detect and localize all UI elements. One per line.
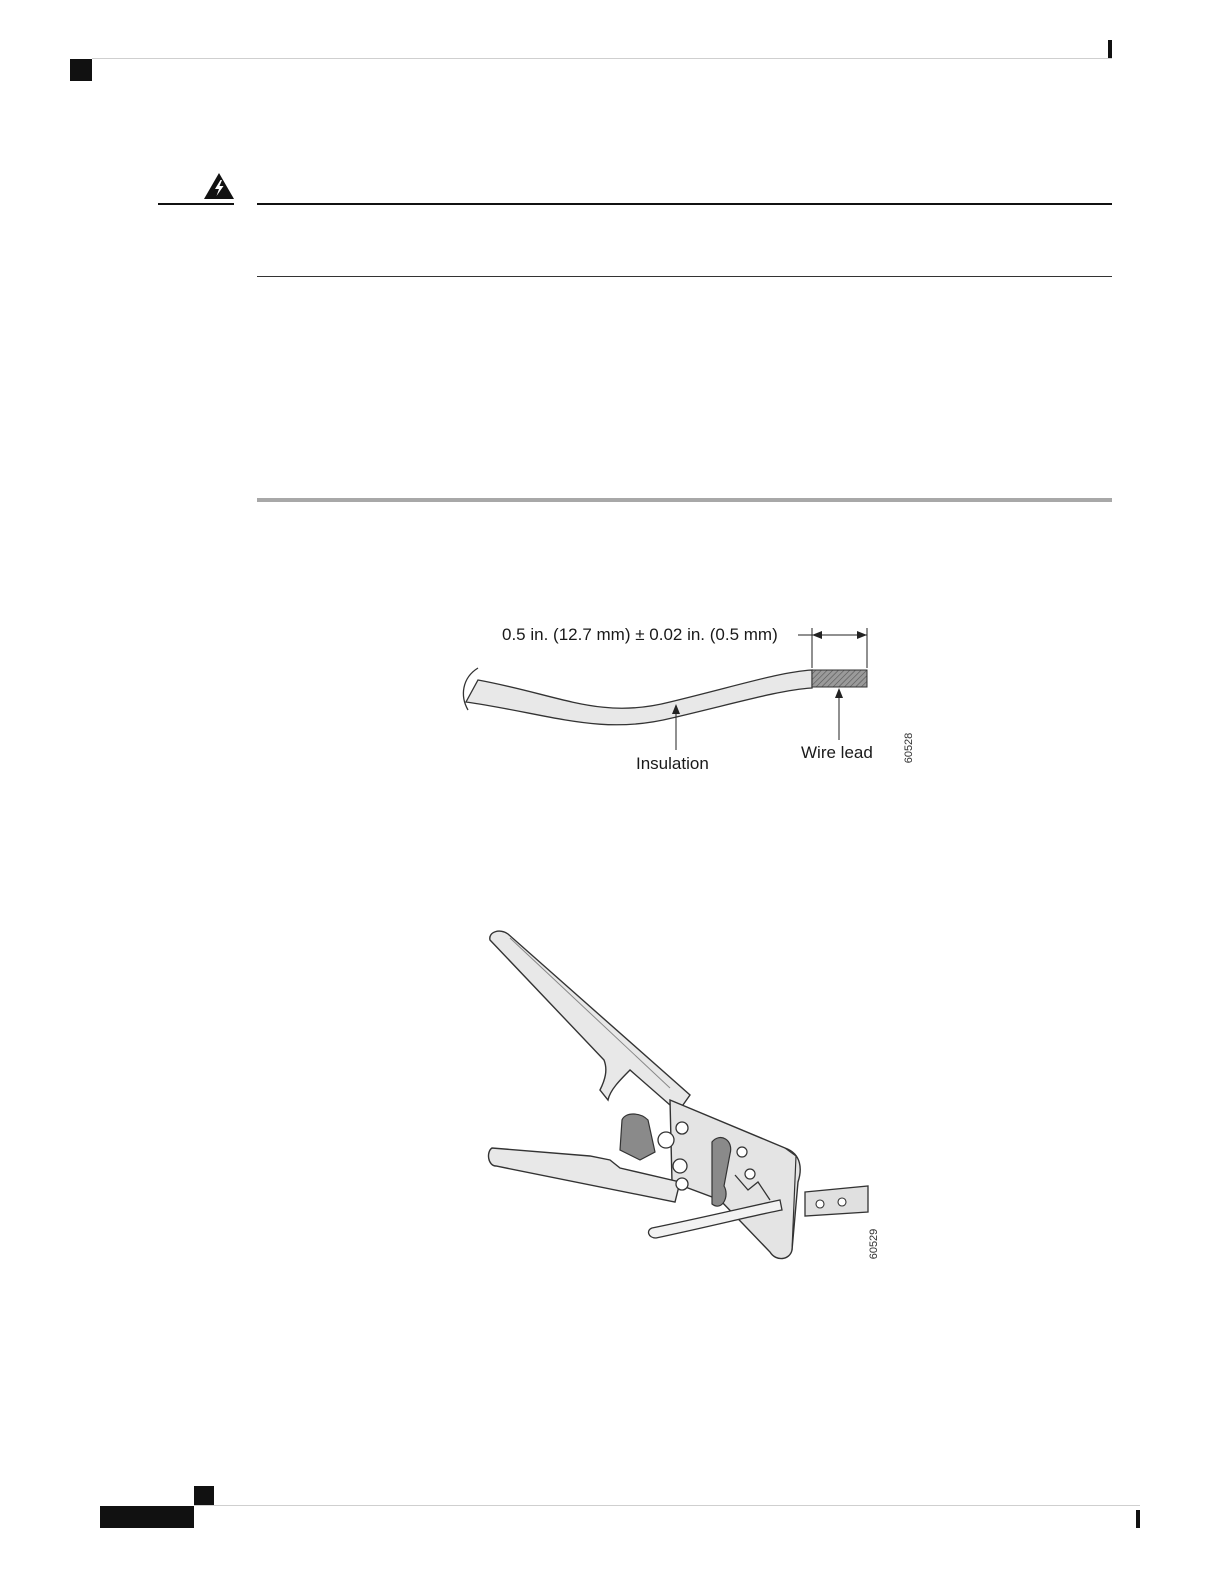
insulation-label: Insulation bbox=[636, 754, 709, 773]
figure-id-1: 60528 bbox=[903, 732, 915, 764]
footer-right-tick bbox=[1136, 1510, 1140, 1528]
footer-corner-marker bbox=[194, 1486, 214, 1506]
lower-handle bbox=[489, 1148, 680, 1202]
jaw-left bbox=[620, 1114, 655, 1160]
header-corner-marker bbox=[70, 59, 92, 81]
header-rule bbox=[92, 58, 1112, 59]
terminal-lug bbox=[805, 1186, 868, 1216]
wire-lead bbox=[812, 670, 867, 687]
wire-insulation bbox=[466, 670, 812, 725]
footer-black-bar bbox=[100, 1506, 194, 1528]
wire-lead-label: Wire lead bbox=[801, 743, 873, 762]
warning-icon-underline bbox=[158, 203, 234, 205]
warning-bottom-rule bbox=[257, 276, 1112, 277]
section-separator bbox=[257, 498, 1112, 502]
header-right-tick bbox=[1108, 40, 1112, 58]
warning-top-rule bbox=[257, 203, 1112, 205]
tool-head-plate bbox=[670, 1100, 800, 1259]
upper-handle bbox=[490, 931, 690, 1112]
dimension-label: 0.5 in. (12.7 mm) ± 0.02 in. (0.5 mm) bbox=[502, 625, 778, 644]
figure-id-2: 60529 bbox=[868, 1228, 880, 1260]
footer-rule bbox=[194, 1505, 1140, 1506]
crimp-tool-figure bbox=[480, 920, 900, 1270]
warning-icon bbox=[203, 172, 235, 200]
